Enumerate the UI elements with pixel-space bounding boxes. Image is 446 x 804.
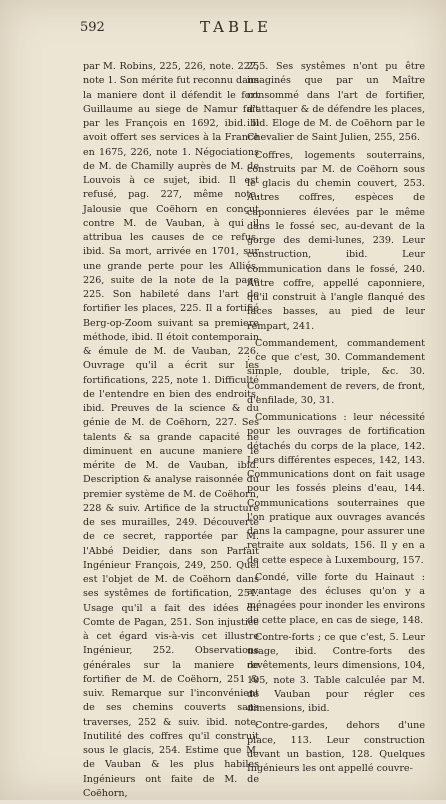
index-entry: par M. Robins, 225, 226, note. 227, note 1. Son mérite fut reconnu dans la maniere dont il défendit le fort Guillaume au siege de Namur fait par les François en 1692, ibid. Il avoit offert ses services à la France en 1675, 226, note 1. Négociations de M. de Chamilly auprès de M. de Louvois à ce sujet, ibid. Il est refusé, pag. 227, même note. Jalousie que Coëhorn en conçut contre M. de Vauban, à qui il attribua les causes de ce refus, ibid. Sa mort, arrivée en 1701, sur une grande perte pour les Alliés, 226, suite de la note de la page 225. Son habileté dans l'art de fortifier les places, 225. Il a fortifié Berg-op-Zoom suivant sa premiere méthode, ibid. Il étoit contemporain & émule de M. de Vauban, 226. Ouvrage qu'il a écrit sur les fortifications, 225, note 1. Difficulté de l'entendre en bien des endroits, ibid. Preuves de la science & du génie de M. de Coëhorn, 227. Ses talents & sa grande capacité ne diminuent en aucune maniere le mérite de M. de Vauban, ibid. Description & analyse raisonnée du premier système de M. de Coëhorn, 228 & suiv. Artifice de la structure de ses murailles, 249. Découverte de ce secret, rapportée par M. l'Abbé Deidier, dans son Parfait Ingénieur François, 249, 250. Quel est l'objet de M. de Coëhorn dans ses systêmes de fortification, 251. Usage qu'il a fait des idées du Comte de Pagan, 251. Son injustice à cet égard vis-à-vis cet illustre Ingénieur, 252. Observations générales sur la maniere de fortifier de M. de Coëhorn, 251 & suiv. Remarque sur l'inconvénient de ses chemins couverts sans traverses, 252 & suiv. ibid. note. Inutilité des coffres qu'il construit sous le glacis, 254. Estime que M. de Vauban & les plus habiles Ingénieurs ont faite de M. de Coëhorn, — [83, 61, 259, 799]
index-entry: Condé, ville forte du Hainaut : avantage des écluses qu'on y a ménagées pour inonder les environs de cette place, en cas de siege, 148. — [247, 571, 425, 626]
page-number: 592 — [80, 20, 105, 35]
index-entry: Commandement, commandement : ce que c'est, 30. Commandement simple, double, triple, &c. 30. Commandement de revers, de front, d'enfilade, 30, 31. — [247, 337, 425, 406]
index-entry: Contre-forts ; ce que c'est, 5. Leur usage, ibid. Contre-forts des revêtements, leurs dimensions, 104, 105, note 3. Table calculée par M. de Vauban pour régler ces dimensions, ibid. — [247, 631, 425, 714]
index-entry: 255. Ses systêmes n'ont pu être imaginés que par un Maître consommé dans l'art de fortifier, d'attaquer & de défendre les places, ibid. Eloge de M. de Coëhorn par le Chevalier de Saint Julien, 255, 256. — [247, 61, 425, 144]
index-entry: Contre-gardes, dehors d'une place, 113. Leur construction devant un bastion, 128. Quelques Ingénieurs les ont appellé couvre- — [247, 720, 425, 774]
left-column — [83, 60, 259, 804]
index-entry: Coffres, logements souterrains, construits par M. de Coëhorn sous le glacis du chemin couvert, 253. Autres coffres, espèces de caponnieres élevées par le même dans le fossé sec, au-devant de la gorge des demi-lunes, 239. Leur construction, ibid. Leur communication dans le fossé, 240. Autre coffre, appellé caponniere, qu'il construit à l'angle flanqué des faces basses, au pied de leur rempart, 241. — [247, 149, 425, 332]
page-header — [80, 18, 420, 42]
running-head: TABLE — [200, 18, 272, 36]
right-column — [247, 60, 425, 779]
index-entry: Communications : leur nécessité pour les ouvrages de fortification détachés du corps de la place, 142. Leurs différentes especes, 142, 143. Communications dont on fait usage pour les fossés pleins d'eau, 144. Communications souterraines que l'on pratique aux ouvrages avancés dans la campagne, pour assurer une retraite aux soldats, 156. Il y en a de cette espece à Luxembourg, 157. — [247, 412, 425, 566]
